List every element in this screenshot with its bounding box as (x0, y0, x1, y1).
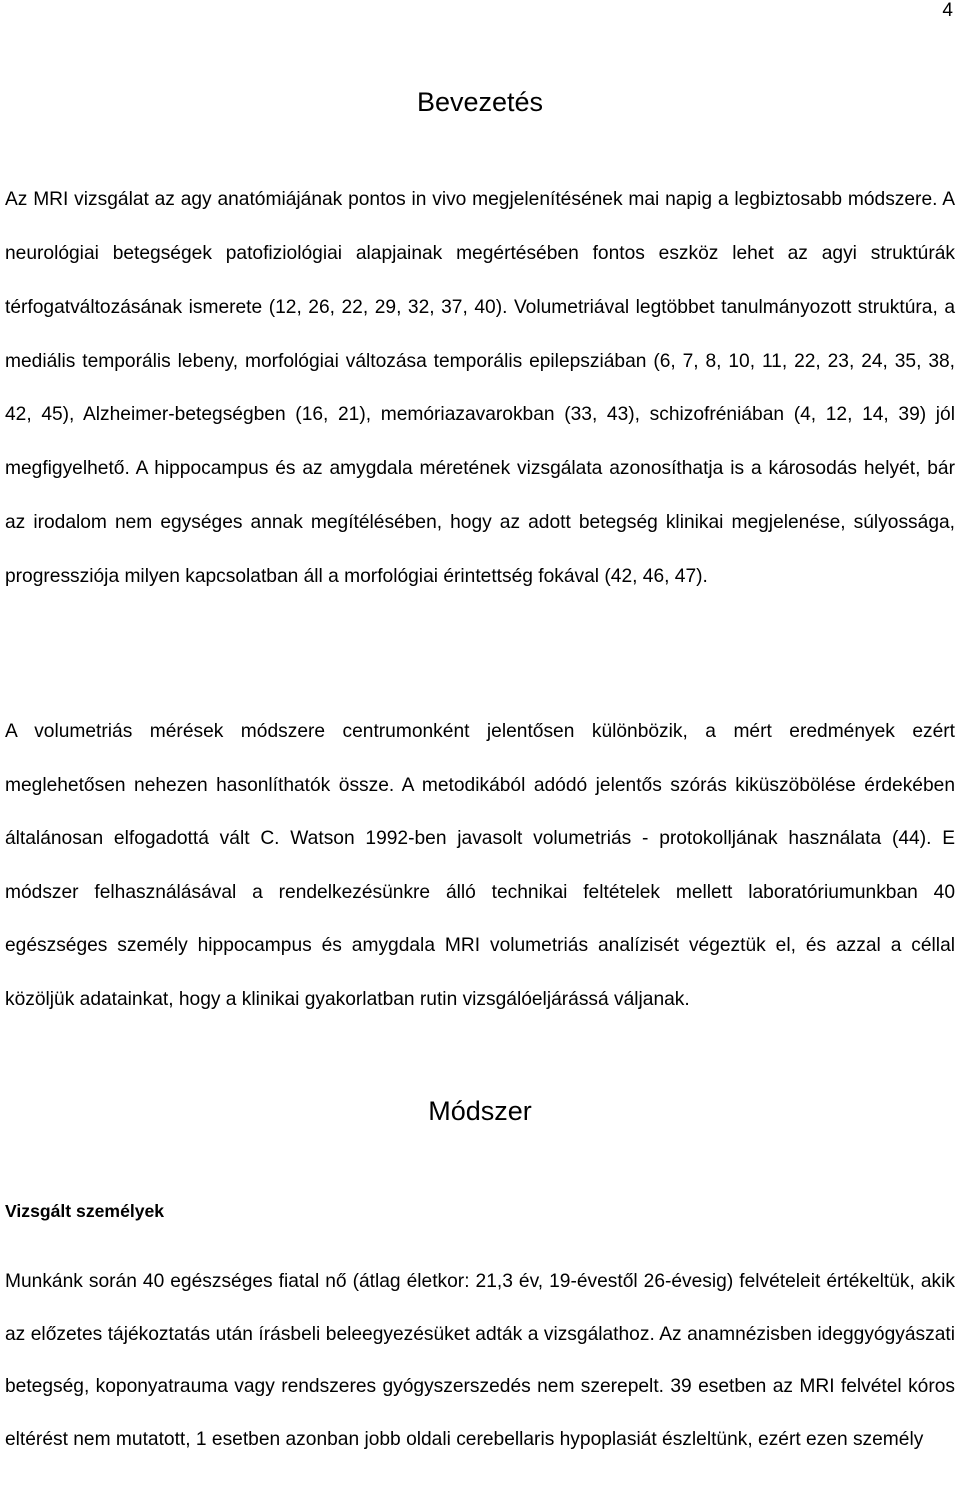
page-number: 4 (942, 0, 953, 21)
subheading-vizsgalt-szemelyek: Vizsgált személyek (5, 1201, 165, 1221)
section-title-bevezetes: Bevezetés (416, 87, 544, 117)
intro-paragraph-2: A volumetriás mérések módszere centrumonként jelentősen különbözik, a mért eredmények ezért meglehetősen nehezen hasonlíthatók össze. A metodikából adódó jelentős szórás kiküszöbölése érdekében általánosan elfogadottá vált C. Watson 1992-ben javasolt volumetriás - protokolljának használata (44). E módszer felhasználásával a rendelkezésünkre álló technikai feltételek mellett laboratóriumunkban 40 egészséges személy hippocampus és amygdala MRI volumetriás analízisét végeztük el, és azzal a céllal közöljük adatainkat, hogy a klinikai gyakorlatban rutin vizsgálóeljárássá váljanak. (5, 721, 955, 1010)
methods-paragraph-1: Munkánk során 40 egészséges fiatal nő (átlag életkor: 21,3 év, 19-évestől 26-évesig) felvételeit értékeltük, akik az előzetes tájékoztatás után írásbeli beleegyezésüket adták a vizsgálathoz. Az anamnézisben ideggyógyászati betegség, koponyatrauma vagy rendszeres gyógyszerszedés nem szerepelt. 39 esetben az MRI felvétel kóros eltérést nem mutatott, 1 esetben azonban jobb oldali cerebellaris hypoplasiát észleltünk, ezért ezen személy (5, 1271, 955, 1450)
section-title-modszer: Módszer (428, 1096, 532, 1126)
intro-paragraph-1: Az MRI vizsgálat az agy anatómiájának pontos in vivo megjelenítésének mai napig a legbiztosabb módszere. A neurológiai betegségek patofiziológiai alapjainak megértésében fontos eszköz lehet az agyi struktúrák térfogatváltozásának ismerete (12, 26, 22, 29, 32, 37, 40). Volumetriával legtöbbet tanulmányozott struktúra, a mediális temporális lebeny, morfológiai változása temporális epilepsziában (6, 7, 8, 10, 11, 22, 23, 24, 35, 38, 42, 45), Alzheimer-betegségben (16, 21), memóriazavarokban (33, 43), schizofréniában (4, 12, 14, 39) jól megfigyelhető. A hippocampus és az amygdala méretének vizsgálata azonosíthatja is a károsodás helyét, bár az irodalom nem egységes annak megítélésében, hogy az adott betegség klinikai megjelenése, súlyossága, progressziója milyen kapcsolatban áll a morfológiai érintettség fokával (42, 46, 47). (5, 189, 955, 587)
